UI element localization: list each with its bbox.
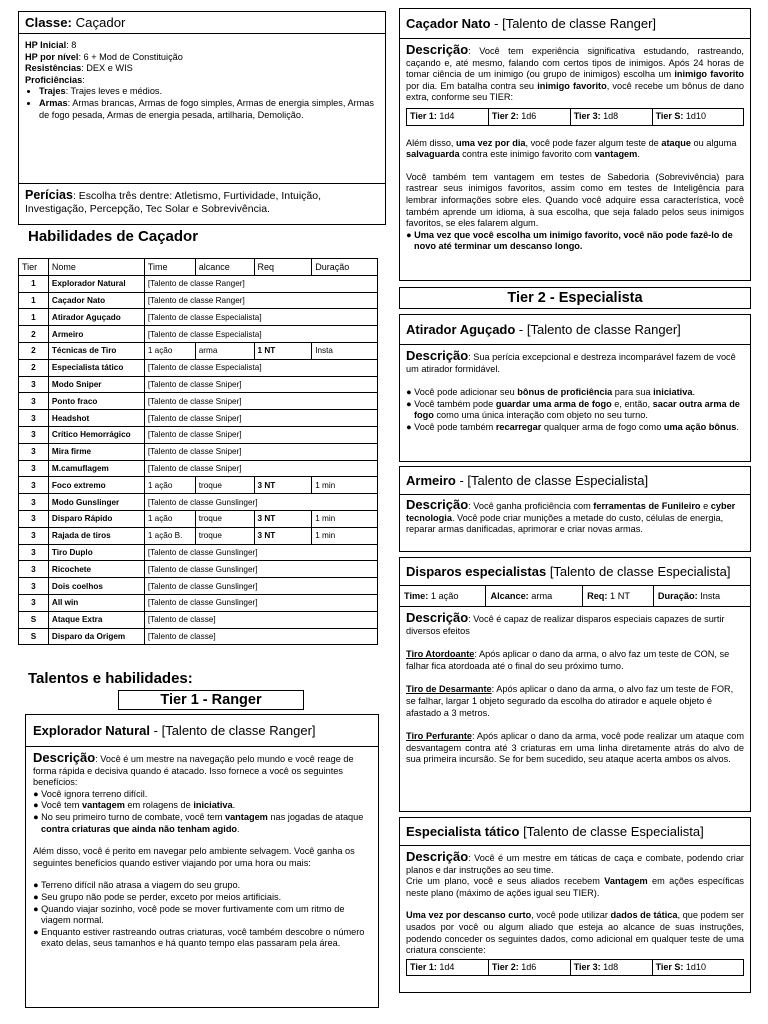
table-cell-span: [Talento de classe Ranger] — [144, 275, 377, 292]
table-cell-nome: Atirador Aguçado — [48, 309, 144, 326]
disparos-p1: : Você é capaz de realizar disparos especiais capazes de surtir diversos efeitos — [406, 614, 725, 636]
tier2-title: Tier 2 - Especialista — [399, 287, 751, 309]
tiro-atordoante-label: Tiro Atordoante — [406, 649, 475, 660]
especialista-p2a: Crie um plano, você e seus aliados recebem — [406, 876, 605, 887]
armas-item — [39, 98, 379, 121]
table-cell-req: 1 NT — [254, 342, 312, 359]
disparos-time-label: Time: — [404, 591, 429, 601]
explorador-c1: ● Terreno difícil não atrasa a viagem do seu grupo. — [33, 880, 241, 891]
explorador-b2c: em rolagens de — [124, 800, 194, 811]
trajes-label: Trajes — [39, 86, 66, 97]
table-cell-span: [Talento de classe Sniper] — [144, 393, 377, 410]
explorador-b2e: . — [232, 800, 236, 811]
table-cell-tier: 3 — [19, 410, 49, 427]
disparos-alcance — [486, 586, 583, 607]
cacador-tier-3 — [570, 108, 652, 125]
prof-label: Proficiências — [25, 74, 83, 85]
table-cell-span: [Talento de classe Especialista] — [144, 309, 377, 326]
atirador-b3a: Você pode também — [414, 421, 496, 432]
pericias-value: : Escolha três dentre: Atletismo, Furtividade, Intuição, Investigação, Percepção, Tec Solar e Sobrevivência. — [25, 190, 322, 215]
table-header-row — [19, 259, 378, 276]
explorador-b3a: No seu primeiro turno de combate, você tem — [41, 811, 225, 822]
cacador-name: Caçador Nato — [406, 16, 491, 31]
tiro-perfurante-label: Tiro Perfurante — [406, 731, 473, 742]
explorador-name: Explorador Natural — [33, 723, 151, 738]
column-header: Req — [254, 259, 312, 276]
cacador-p1c: por dia. Em batalha contra seu — [406, 80, 538, 91]
explorador-c2-text: Seu grupo não pode se perder, exceto por meios artificiais. — [41, 891, 282, 902]
cacador-tier-1-label: Tier 1: — [410, 110, 437, 121]
table-row — [19, 309, 378, 326]
armas-label: Armas — [39, 97, 68, 108]
atirador-b2c: e, então, — [611, 398, 653, 409]
table-row — [19, 342, 378, 359]
table-cell-dur: 1 min — [312, 477, 378, 494]
table-cell-span: [Talento de classe Especialista] — [144, 359, 377, 376]
especialista-tier-2-value: 1d6 — [518, 961, 537, 972]
table-cell-nome: Disparo da Origem — [48, 628, 144, 645]
table-cell-tier: 2 — [19, 359, 49, 376]
column-header: alcance — [195, 259, 254, 276]
column-header: Tier — [19, 259, 49, 276]
table-cell-nome: Ataque Extra — [48, 611, 144, 628]
explorador-c3: ● Quando viajar sozinho, você pode se mover furtivamente com um ritmo de viagem normal. — [33, 903, 345, 926]
atirador-b1: ● Você pode adicionar seu bônus de proficiência para sua iniciativa. — [406, 387, 695, 398]
atirador-p1: : Sua perícia excepcional e destreza incomparável fazem de você um atirador formidável. — [406, 352, 736, 374]
especialista-p3a: Uma vez por descanso curto — [406, 910, 532, 921]
atirador-b1e: . — [692, 387, 695, 398]
table-row — [19, 376, 378, 393]
table-cell-span: [Talento de classe Ranger] — [144, 292, 377, 309]
atirador-b3e: . — [736, 421, 739, 432]
disparos-stats — [400, 586, 750, 607]
especialista-tier-2-label: Tier 2: — [491, 961, 519, 972]
table-row — [19, 611, 378, 628]
especialista-tier-s-value: 1d10 — [683, 961, 706, 972]
cacador-tier-3-label: Tier 3: — [573, 110, 601, 121]
explorador-b3c: nas jogadas de ataque — [267, 811, 364, 822]
disparos-req-value: 1 NT — [607, 591, 630, 601]
armeiro-desc-label: Descrição — [406, 497, 469, 512]
table-cell-nome: Técnicas de Tiro — [48, 342, 144, 359]
cacador-header — [400, 9, 750, 39]
especialista-tatico-card — [399, 817, 751, 993]
table-cell-nome: Modo Gunslinger — [48, 494, 144, 511]
trajes-item — [39, 86, 379, 98]
cacador-tier-1-value: 1d4 — [436, 110, 455, 121]
armas-value: : Armas brancas, Armas de fogo simples, Armas de energia simples, Armas de fogo pesada, Armas de energia pesada, artilharia, Demolição. — [39, 97, 374, 120]
table-cell-tier: 3 — [19, 376, 49, 393]
cacador-p2f: salvaguarda — [406, 149, 460, 160]
atirador-b1d: iniciativa — [653, 387, 693, 398]
table-cell-nome: Headshot — [48, 410, 144, 427]
habilidades-table-body — [19, 259, 378, 645]
especialista-body — [400, 846, 750, 981]
atirador-desc-label: Descrição — [406, 348, 469, 363]
explorador-c4: ● Enquanto estiver rastreando outras criaturas, você também descobre o número exato delas, seus tamanhos e há quanto tempo elas passaram pela área. — [33, 926, 365, 949]
cacador-p2h: vantagem — [594, 149, 638, 160]
cacador-p2c: , você pode fazer algum teste de — [525, 137, 662, 148]
table-cell-span: [Talento de classe] — [144, 611, 377, 628]
table-cell-nome: Explorador Natural — [48, 275, 144, 292]
atirador-b3d: uma ação bônus — [663, 421, 737, 432]
table-row — [19, 359, 378, 376]
table-cell-nome: Ponto fraco — [48, 393, 144, 410]
cacador-tier-2 — [488, 108, 570, 125]
cacador-p1a: : Você tem experiência significativa estudando, rastreando, caçando e, até mesmo, falando com certos tipos de inimigos. Após 24 horas de tomar ciência de um inimigo (ou grupo de inimigos) escolha um — [406, 46, 744, 80]
atirador-tag: - [Talento de classe Ranger] — [515, 322, 681, 337]
table-cell-tier: 3 — [19, 443, 49, 460]
table-cell-nome: Especialista tático — [48, 359, 144, 376]
table-cell-tier: 2 — [19, 342, 49, 359]
table-cell-span: [Talento de classe Gunslinger] — [144, 594, 377, 611]
especialista-tier-1-value: 1d4 — [436, 961, 455, 972]
habilidades-title: Habilidades de Caçador — [28, 228, 199, 245]
disparos-time-value: 1 ação — [428, 591, 459, 601]
pericias-label: Perícias — [25, 188, 73, 202]
cacador-tier-1 — [407, 108, 489, 125]
table-cell-span: [Talento de classe Especialista] — [144, 326, 377, 343]
disparos-duracao — [653, 586, 750, 607]
disparos-duracao-value: Insta — [697, 591, 721, 601]
table-cell-nome: Armeiro — [48, 326, 144, 343]
table-cell-span: [Talento de classe Gunslinger] — [144, 494, 377, 511]
table-cell-tier: S — [19, 628, 49, 645]
table-cell-nome: Mira firme — [48, 443, 144, 460]
armeiro-card — [399, 466, 751, 552]
disparos-body — [400, 607, 750, 771]
atirador-b1c: para sua — [612, 387, 654, 398]
explorador-p2: Além disso, você é perito em navegar pelo ambiente selvagem. Você ganha os seguintes benefícios quando estiver viajando por uma hora ou mais: — [33, 846, 355, 868]
cacador-p2e: ou alguma — [690, 137, 737, 148]
armeiro-header — [400, 467, 750, 495]
cacador-tag: - [Talento de classe Ranger] — [490, 16, 657, 31]
cacador-tier-2-label: Tier 2: — [491, 110, 519, 121]
cacador-p1e: , você recebe um bônus de dano extra, conforme seu TIER: — [406, 80, 745, 103]
column-header: Time — [144, 259, 195, 276]
table-cell-alcance: troque — [195, 477, 254, 494]
explorador-intro: : Você é um mestre na navegação pelo mundo e você reage de forma rápida e decisiva quando é atacado. Isso fornece a você os seguintes benefícios: — [33, 754, 354, 788]
table-cell-nome: M.camuflagem — [48, 460, 144, 477]
column-header: Nome — [48, 259, 144, 276]
explorador-tag: - [Talento de classe Ranger] — [150, 723, 316, 738]
explorador-c2: ● Seu grupo não pode se perder, exceto por meios artificiais. — [33, 891, 282, 902]
table-cell-req: 3 NT — [254, 510, 312, 527]
table-row — [19, 410, 378, 427]
atirador-name: Atirador Aguçado — [406, 322, 516, 337]
tier1-title: Tier 1 - Ranger — [118, 690, 304, 710]
cacador-p2i: . — [637, 149, 640, 160]
disparos-duracao-label: Duração: — [657, 591, 698, 601]
cacador-p3: Você também tem vantagem em testes de Sabedoria (Sobrevivência) para rastrear seus inimigos favoritos, assim como em testes de Inteligência para lembrar informações sobre eles. Quando você adquire essa característica, você também aprende um idioma, à sua escolha, que seja falado pelos seus inimigos favoritos, se eles falarem algum. — [406, 171, 744, 229]
especialista-tier-3-label: Tier 3: — [573, 961, 601, 972]
especialista-tier-3-value: 1d8 — [600, 961, 619, 972]
class-value: Caçador — [75, 15, 126, 30]
cacador-tier-s — [652, 108, 743, 125]
table-cell-span: [Talento de classe Sniper] — [144, 376, 377, 393]
pericias-row — [19, 183, 385, 220]
especialista-p3d: , que podem ser usados por você ou algum aliado que esteja ao alcance de suas instruções, podendo conceder os seguintes dados, como adicional em qualquer teste de uma criatura consciente: — [406, 910, 744, 956]
table-cell-nome: Disparo Rápido — [48, 510, 144, 527]
especialista-tier-1-label: Tier 1: — [410, 961, 437, 972]
class-header — [19, 12, 385, 34]
explorador-desc-label: Descrição — [33, 750, 96, 765]
table-cell-tier: 3 — [19, 544, 49, 561]
explorador-b3b: vantagem — [224, 811, 268, 822]
table-cell-dur: 1 min — [312, 527, 378, 544]
explorador-c4-text: Enquanto estiver rastreando outras criaturas, você também descobre o número exato delas, seus tamanhos e há quanto tempo elas passaram pela área. — [41, 926, 365, 949]
especialista-desc-label: Descrição — [406, 849, 469, 864]
table-cell-span: [Talento de classe Gunslinger] — [144, 544, 377, 561]
table-cell-tier: 3 — [19, 578, 49, 595]
explorador-b1: ● Você ignora terreno difícil. — [33, 788, 148, 799]
table-cell-req: 3 NT — [254, 527, 312, 544]
cacador-p2d: ataque — [661, 137, 691, 148]
explorador-b3e: . — [237, 823, 240, 834]
armeiro-name: Armeiro — [406, 473, 456, 488]
atirador-b2: ● Você também pode guardar uma arma de fogo e, então, sacar outra arma de fogo como uma única interação com objeto no seu turno. — [406, 398, 740, 421]
especialista-tier-s-label: Tier S: — [655, 961, 684, 972]
disparos-alcance-label: Alcance: — [490, 591, 529, 601]
explorador-c1-text: Terreno difícil não atrasa a viagem do seu grupo. — [40, 880, 241, 891]
table-row — [19, 544, 378, 561]
table-row — [19, 460, 378, 477]
table-row — [19, 292, 378, 309]
trajes-value: : Trajes leves e médios. — [65, 86, 163, 97]
tiro-desarmante-label: Tiro de Desarmante — [406, 684, 492, 695]
class-label: Classe: — [25, 15, 72, 30]
table-row — [19, 477, 378, 494]
explorador-header — [26, 715, 378, 747]
table-cell-nome: Ricochete — [48, 561, 144, 578]
hp-nivel-label: HP por nível — [25, 51, 79, 62]
table-row — [19, 561, 378, 578]
especialista-tag: [Talento de classe Especialista] — [519, 824, 704, 839]
explorador-c3-text: Quando viajar sozinho, você pode se mover furtivamente com um ritmo de viagem normal. — [41, 903, 345, 926]
atirador-b1b: bônus de proficiência — [517, 387, 613, 398]
tiro-desarmante-text: : Após aplicar o dano da arma, o alvo faz um teste de FOR, se falhar, largar 1 objeto segurado da escolha do atirador e aquele objeto é afastado a 3 metros. — [406, 684, 734, 718]
armeiro-p1a: : Você ganha proficiência com — [468, 501, 594, 511]
explorador-body — [26, 747, 378, 955]
cacador-p2g: contra este inimigo favorito com — [459, 149, 595, 160]
table-cell-tier: 1 — [19, 292, 49, 309]
cacador-tier-s-label: Tier S: — [655, 110, 684, 121]
table-cell-tier: 3 — [19, 527, 49, 544]
table-row — [19, 510, 378, 527]
especialista-tier-s — [652, 959, 743, 976]
atirador-b2e: como uma única interação com objeto no seu turno. — [433, 410, 648, 421]
armeiro-tag: - [Talento de classe Especialista] — [455, 473, 649, 488]
disparos-alcance-value: arma — [528, 591, 553, 601]
table-cell-time: 1 ação — [144, 342, 195, 359]
atirador-b2d: sacar outra arma de fogo — [414, 398, 740, 421]
table-cell-tier: 3 — [19, 594, 49, 611]
especialista-p3c: dados de tática — [610, 910, 678, 921]
disparos-time — [400, 586, 486, 607]
cacador-p1d: inimigo favorito — [537, 80, 607, 91]
cacador-tier-table — [406, 108, 744, 126]
table-cell-span: [Talento de classe Sniper] — [144, 410, 377, 427]
table-cell-alcance: arma — [195, 342, 254, 359]
table-cell-tier: 3 — [19, 510, 49, 527]
table-cell-tier: 3 — [19, 426, 49, 443]
table-row — [19, 594, 378, 611]
table-cell-nome: Caçador Nato — [48, 292, 144, 309]
table-cell-nome: Rajada de tiros — [48, 527, 144, 544]
table-cell-span: [Talento de classe Sniper] — [144, 426, 377, 443]
disparos-header — [400, 558, 750, 586]
cacador-desc-label: Descrição — [406, 42, 469, 57]
resist-value: : DEX e WIS — [81, 63, 133, 74]
table-row — [19, 628, 378, 645]
atirador-b3b: recarregar — [495, 421, 542, 432]
table-cell-tier: 1 — [19, 309, 49, 326]
especialista-tier-3 — [570, 959, 652, 976]
disparos-tag: [Talento de classe Especialista] — [546, 564, 731, 579]
table-row — [19, 326, 378, 343]
atirador-agucado-card — [399, 314, 751, 462]
explorador-b2b: vantagem — [81, 800, 125, 811]
table-row — [19, 426, 378, 443]
hp-inicial-label: HP Inicial — [25, 40, 67, 50]
class-summary-box — [18, 11, 386, 225]
table-cell-alcance: troque — [195, 527, 254, 544]
tiro-atordoante-text: : Após aplicar o dano da arma, o alvo faz um teste de CON, se falhar fica atordoada até o final do seu próximo turno. — [406, 649, 730, 671]
tiro-perfurante-text: : Após aplicar o dano da arma, você pode realizar um ataque com desvantagem contra até 3 criaturas em uma linha diretamente atrás do alvo de sua primeira incursão. Se for bem sucedido, seu ataque acerta ambos os alvos. — [406, 731, 744, 765]
table-cell-time: 1 ação — [144, 510, 195, 527]
especialista-tier-table — [406, 959, 744, 977]
table-row — [19, 494, 378, 511]
table-row — [19, 393, 378, 410]
table-cell-nome: Modo Sniper — [48, 376, 144, 393]
table-cell-span: [Talento de classe Sniper] — [144, 460, 377, 477]
atirador-b2b: guardar uma arma de fogo — [495, 398, 612, 409]
table-cell-tier: 3 — [19, 494, 49, 511]
table-cell-dur: Insta — [312, 342, 378, 359]
cacador-b1: ● Uma vez que você escolha um inimigo favorito, você não pode fazê-lo de novo até terminar um descanso longo. — [406, 229, 733, 252]
class-stats: HP Inicial: 8 HP por nível: 6 + Mod de Constituição Resistências: DEX e WIS Proficiências: • Trajes: Trajes leves e médios. • Armas: Armas brancas, Armas de fogo simples, Armas de energia simples, Armas de fogo pesada, Armas de energia pesada, artilharia, Demolição. — [19, 34, 385, 127]
especialista-p2c: em ações específicas neste plano (máximo de ações igual seu TIER). — [406, 876, 744, 898]
atirador-body — [400, 345, 750, 439]
table-row — [19, 527, 378, 544]
talentos-title: Talentos e habilidades: — [28, 670, 193, 687]
column-header: Duração — [312, 259, 378, 276]
cacador-p1b: inimigo favorito — [674, 69, 745, 80]
atirador-b3: ● Você pode também recarregar qualquer arma de fogo como uma ação bônus. — [406, 421, 739, 432]
disparos-req — [583, 586, 654, 607]
explorador-b2a: Você tem — [41, 800, 82, 811]
cacador-tier-s-value: 1d10 — [683, 110, 706, 121]
cacador-p2b: uma vez por dia — [456, 137, 526, 148]
explorador-b3: ● No seu primeiro turno de combate, você tem vantagem nas jogadas de ataque contra criaturas que ainda não tenham agido. — [33, 811, 364, 834]
cacador-p2a: Além disso, — [406, 137, 457, 148]
cacador-b1-text: Uma vez que você escolha um inimigo favorito, você não pode fazê-lo de novo até terminar um descanso longo. — [414, 229, 733, 252]
armeiro-p1c: e — [700, 501, 711, 511]
disparos-name: Disparos especialistas — [406, 564, 547, 579]
especialista-header — [400, 818, 750, 846]
table-cell-span: [Talento de classe] — [144, 628, 377, 645]
table-cell-span: [Talento de classe Gunslinger] — [144, 561, 377, 578]
especialista-name: Especialista tático — [406, 824, 520, 839]
table-cell-span: [Talento de classe Sniper] — [144, 443, 377, 460]
armeiro-p1d: cyber tecnologia — [406, 501, 736, 523]
explorador-b3d: contra criaturas que ainda não tenham agido — [41, 823, 238, 834]
cacador-tier-2-value: 1d6 — [518, 110, 537, 121]
table-cell-nome: Tiro Duplo — [48, 544, 144, 561]
especialista-p2b: Vantagem — [604, 876, 648, 887]
hp-inicial-value: : 8 — [66, 40, 77, 50]
table-cell-tier: S — [19, 611, 49, 628]
armeiro-p1b: ferramentas de Funileiro — [593, 501, 701, 511]
table-row — [19, 275, 378, 292]
disparos-card — [399, 557, 751, 812]
cacador-nato-card — [399, 8, 751, 281]
table-cell-tier: 3 — [19, 393, 49, 410]
atirador-header — [400, 315, 750, 345]
table-cell-tier: 3 — [19, 460, 49, 477]
table-cell-nome: Crítico Hemorrágico — [48, 426, 144, 443]
table-cell-nome: Foco extremo — [48, 477, 144, 494]
disparos-req-label: Req: — [587, 591, 608, 601]
disparos-desc-label: Descrição — [406, 610, 469, 625]
table-row — [19, 443, 378, 460]
table-row — [19, 578, 378, 595]
table-cell-tier: 3 — [19, 477, 49, 494]
armeiro-body — [400, 495, 750, 540]
table-cell-time: 1 ação B. — [144, 527, 195, 544]
table-cell-tier: 3 — [19, 561, 49, 578]
especialista-tier-2 — [488, 959, 570, 976]
table-cell-dur: 1 min — [312, 510, 378, 527]
explorador-natural-card — [25, 714, 379, 1008]
habilidades-table — [18, 258, 378, 645]
table-cell-tier: 2 — [19, 326, 49, 343]
table-cell-nome: Dois coelhos — [48, 578, 144, 595]
table-cell-alcance: troque — [195, 510, 254, 527]
cacador-tier-3-value: 1d8 — [600, 110, 619, 121]
table-cell-time: 1 ação — [144, 477, 195, 494]
atirador-b2a: Você também pode — [414, 398, 496, 409]
table-cell-tier: 1 — [19, 275, 49, 292]
table-cell-span: [Talento de classe Gunslinger] — [144, 578, 377, 595]
atirador-b3c: qualquer arma de fogo como — [541, 421, 664, 432]
armeiro-p1e: . Você pode criar munições a metade do custo, células de energia, reparar armas danificadas, aprimorar e criar novas armas. — [406, 512, 724, 535]
explorador-b2d: iniciativa — [193, 800, 233, 811]
especialista-p3b: , você pode utilizar — [531, 910, 611, 921]
especialista-p1: : Você é um mestre em táticas de caça e combate, podendo criar planos e dar instruções ao seu time. — [406, 853, 744, 875]
explorador-b1-text: Você ignora terreno difícil. — [41, 788, 148, 799]
table-cell-req: 3 NT — [254, 477, 312, 494]
resist-label: Resistências — [25, 63, 82, 74]
table-cell-nome: All win — [48, 594, 144, 611]
explorador-b2: ● Você tem vantagem em rolagens de iniciativa. — [33, 800, 236, 811]
especialista-tier-1 — [407, 959, 489, 976]
cacador-body — [400, 39, 750, 258]
hp-nivel-value: : 6 + Mod de Constituição — [78, 51, 183, 62]
atirador-b1a: Você pode adicionar seu — [414, 387, 518, 398]
